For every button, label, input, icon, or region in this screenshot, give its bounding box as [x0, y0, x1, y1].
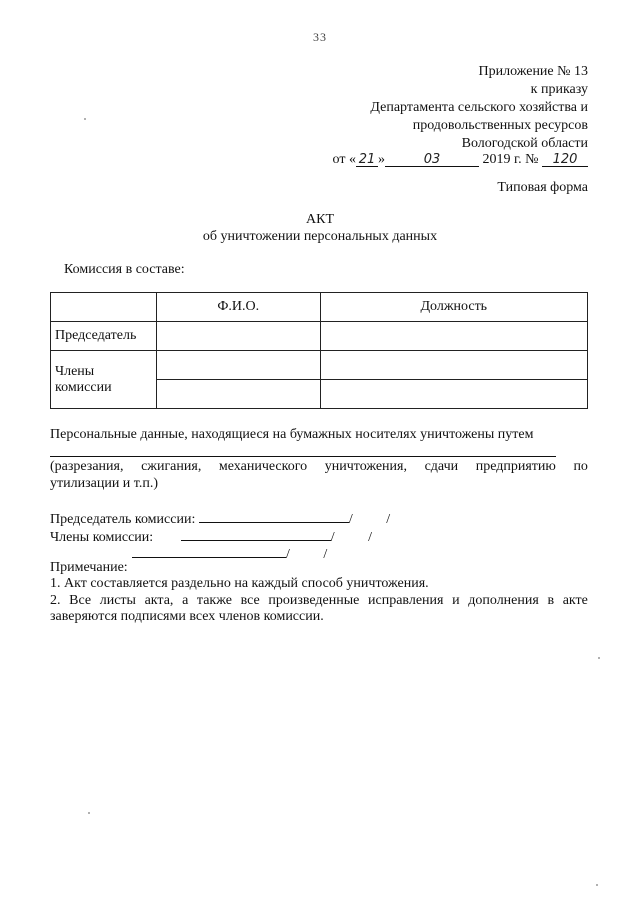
note2-word: все — [240, 593, 260, 608]
scan-speck — [88, 812, 90, 814]
table-header-row — [51, 293, 588, 322]
note2-word: в — [547, 593, 555, 608]
chairman-position-cell — [320, 322, 587, 351]
member2-fio-cell — [156, 380, 320, 409]
chairman-signature-line — [50, 508, 390, 528]
date-mid: » — [377, 152, 385, 167]
note2-word: акте — [562, 593, 588, 608]
methods-word: механического — [218, 459, 308, 474]
destruction-methods-line1 — [50, 459, 588, 475]
note2-word: 2. — [50, 593, 61, 608]
date-prefix: от « — [332, 152, 356, 167]
methods-word: по — [573, 459, 588, 474]
slash: / — [348, 512, 353, 527]
region-name: Вологодской области — [461, 136, 588, 151]
members-label-line2: комиссии — [55, 379, 112, 395]
note2-word: а — [182, 593, 189, 608]
commission-label: Комиссия в составе: — [64, 262, 185, 277]
member2-signature-line — [132, 543, 327, 563]
member1-fio-cell — [156, 351, 320, 380]
chairman-signature-field — [199, 508, 349, 523]
order-number: 120 — [542, 152, 588, 167]
member2-signature-field — [132, 543, 286, 558]
note2-word: и — [452, 593, 460, 608]
page-number: 33 — [313, 30, 327, 44]
note-2-line2: заверяются подписями всех членов комиссии. — [50, 609, 324, 624]
member2-position-cell — [320, 380, 587, 409]
methods-word: предприятию — [475, 459, 556, 474]
notes-heading: Примечание: — [50, 560, 128, 575]
act-title: АКТ — [306, 212, 334, 227]
members-label-line1: Члены — [55, 363, 95, 379]
form-type: Типовая форма — [497, 180, 588, 195]
scan-speck — [84, 118, 86, 120]
note2-word: дополнения — [468, 593, 539, 608]
note-1: 1. Акт составляется раздельно на каждый способ уничтожения. — [50, 576, 429, 591]
slash: / — [286, 547, 290, 562]
row-label-members — [51, 351, 157, 409]
column-header-fio: Ф.И.О. — [156, 293, 320, 322]
slash: / — [330, 530, 335, 545]
commission-table — [50, 292, 588, 409]
note2-word: исправления — [368, 593, 444, 608]
chairman-signature-label: Председатель комиссии: — [50, 512, 196, 527]
slash: / — [323, 547, 328, 562]
note2-word: Все — [69, 593, 92, 608]
note2-word: акта, — [144, 593, 174, 608]
department-line2: продовольственных ресурсов — [412, 118, 588, 133]
destruction-methods-line2: утилизации и т.п.) — [50, 476, 159, 491]
date-day: 21 — [356, 152, 378, 167]
table-row-chairman — [51, 322, 588, 351]
scan-speck — [596, 884, 598, 886]
act-subtitle: об уничтожении персональных данных — [202, 229, 438, 244]
methods-word: (разрезания, — [50, 459, 124, 474]
slash: / — [368, 530, 372, 545]
method-fill-line — [50, 456, 556, 457]
chairman-fio-cell — [156, 322, 320, 351]
member1-signature-field — [181, 526, 331, 541]
scan-speck — [598, 657, 600, 659]
member1-position-cell — [320, 351, 587, 380]
note2-word: листы — [99, 593, 136, 608]
date-year: 2019 г. № — [482, 152, 539, 167]
appendix-number: Приложение № 13 — [478, 64, 588, 79]
note-2-line1 — [50, 593, 588, 609]
destruction-statement: Персональные данные, находящиеся на бумажных носителях уничтожены путем — [50, 427, 534, 442]
table-row-members-1 — [51, 351, 588, 380]
methods-word: сжигания, — [141, 459, 202, 474]
slash: / — [386, 512, 391, 527]
note2-word: также — [196, 593, 232, 608]
methods-word: сдачи — [424, 459, 459, 474]
date-month: 03 — [385, 152, 479, 167]
methods-word: уничтожения, — [324, 459, 407, 474]
table-corner-cell — [51, 293, 157, 322]
members-signature-label: Члены комиссии: — [50, 530, 154, 545]
order-date-line — [333, 152, 588, 168]
department-line1: Департамента сельского хозяйства и — [370, 100, 588, 115]
row-label-chairman: Председатель — [51, 322, 157, 351]
column-header-position: Должность — [320, 293, 587, 322]
order-reference: к приказу — [530, 82, 588, 97]
note2-word: произведенные — [268, 593, 360, 608]
